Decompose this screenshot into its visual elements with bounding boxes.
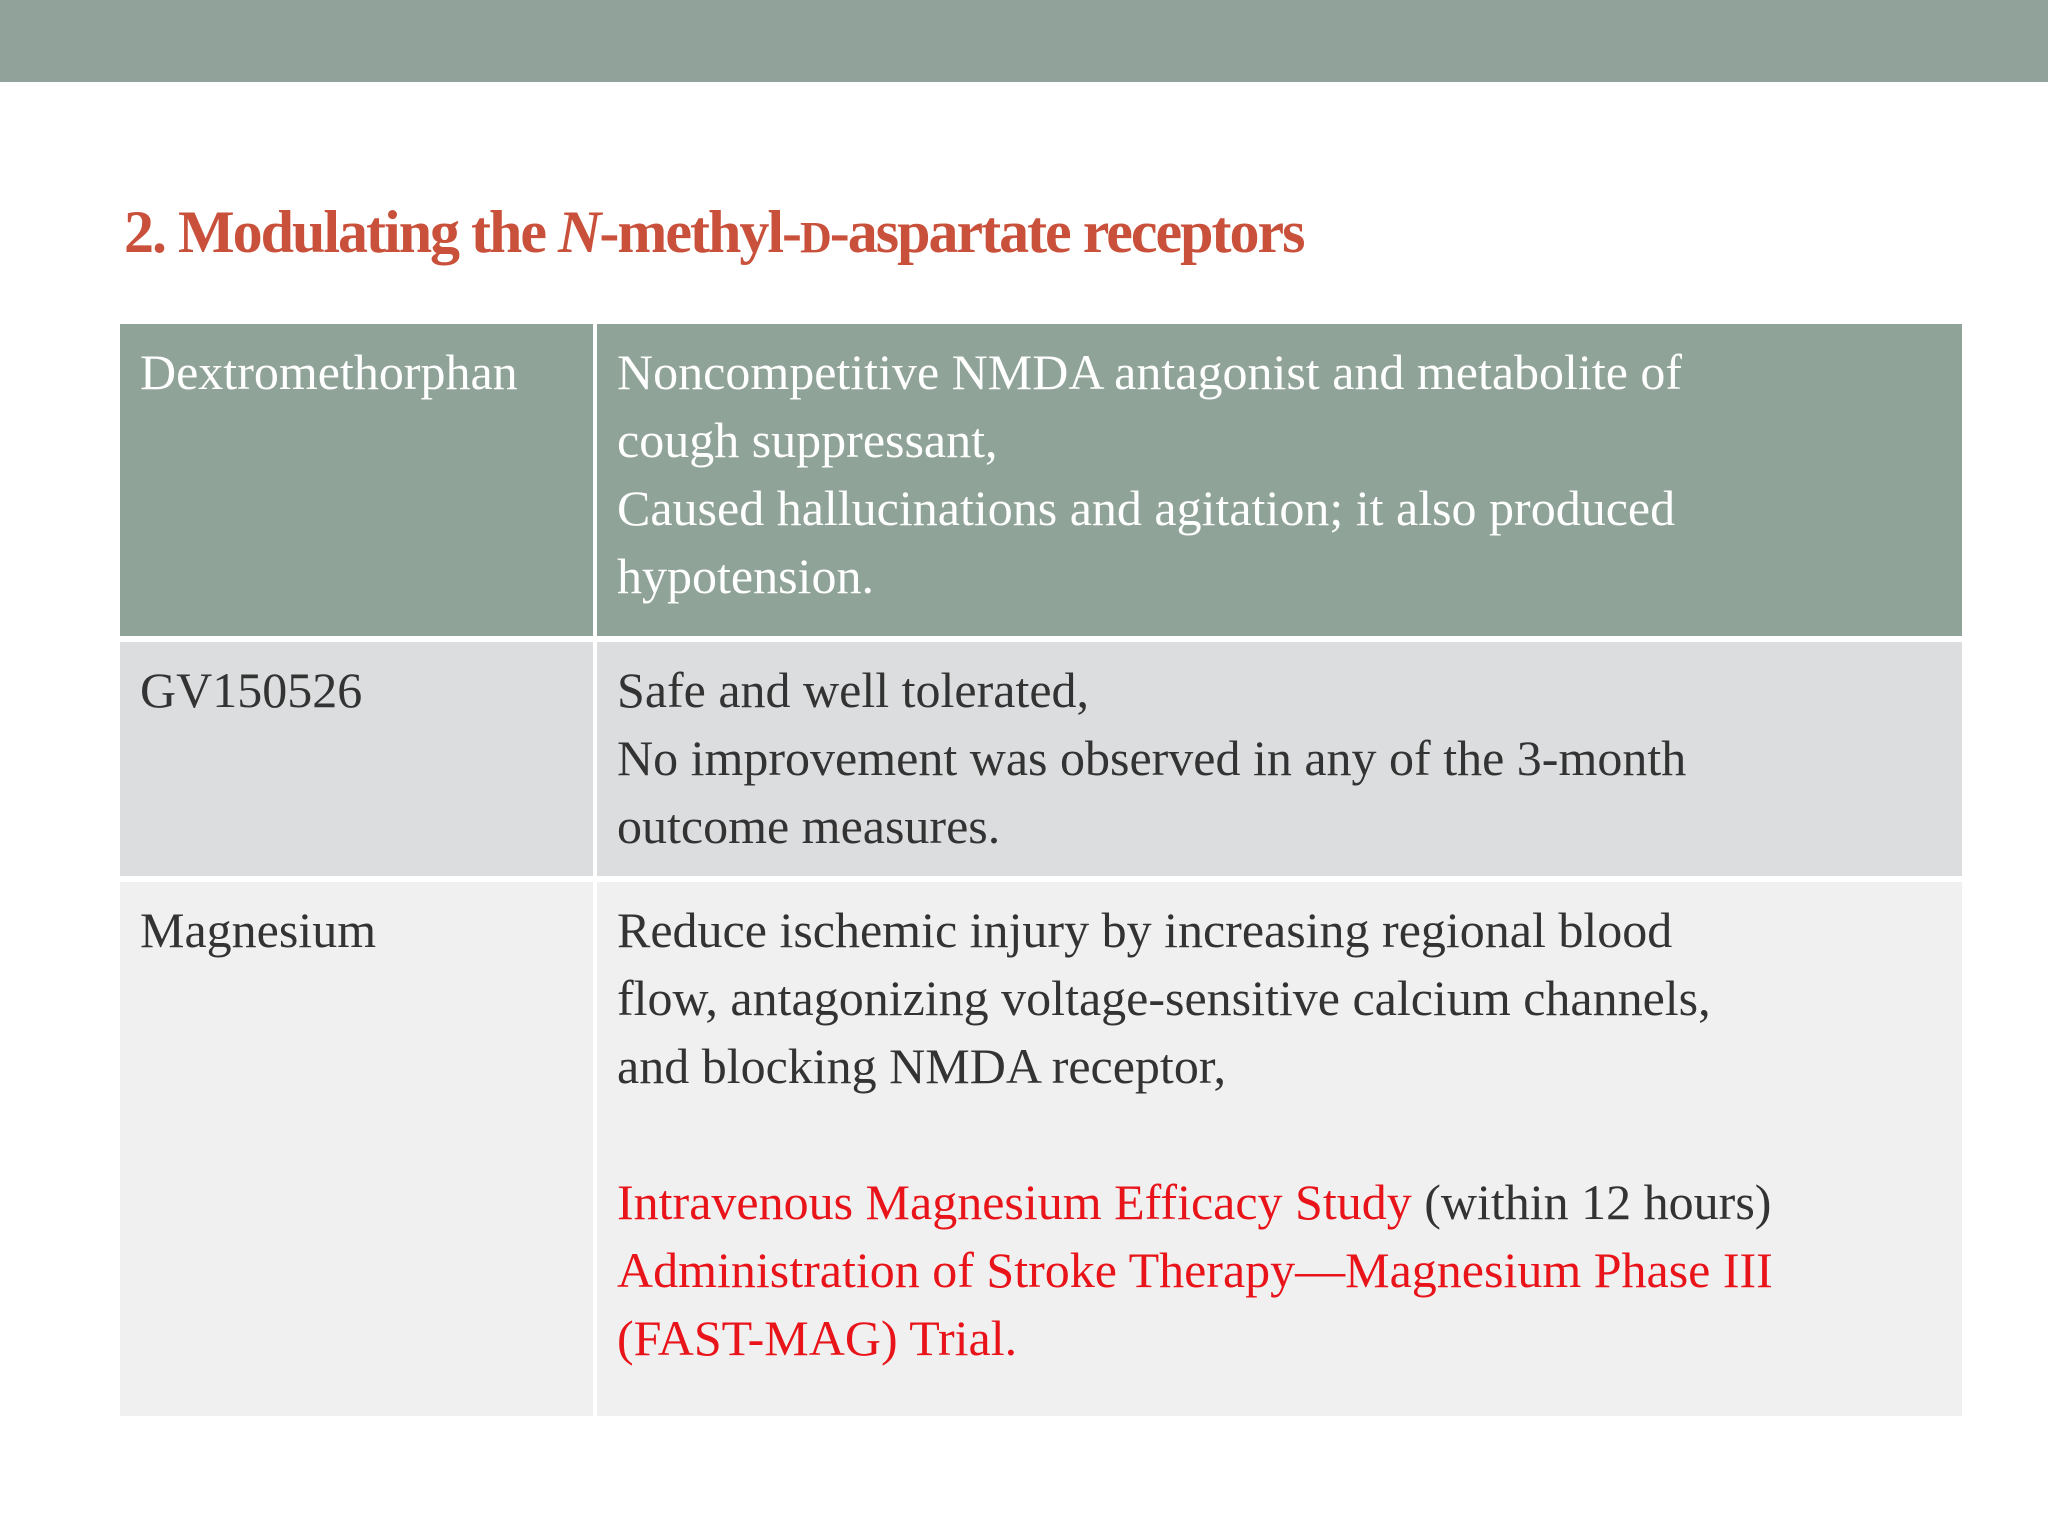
description-line: cough suppressant, [617,412,998,468]
description-line: and blocking NMDA receptor, [617,1038,1226,1094]
drug-description-cell [597,882,1962,1416]
description-line: flow, antagonizing voltage-sensitive calcium channels, [617,970,1711,1026]
drug-description-cell [597,324,1962,636]
title-prefix: 2. Modulating the [124,199,559,265]
table-row-gv150526 [120,642,1962,876]
trial-name-imes: Intravenous Magnesium Efficacy Study [617,1174,1412,1230]
trial-line [617,1168,1942,1236]
description-line: outcome measures. [617,798,1001,854]
table-row-magnesium [120,882,1962,1416]
title-mid: -methyl- [599,199,800,265]
drug-name-cell: GV150526 [120,642,593,876]
title-italic-n: N [558,199,600,265]
drug-table [120,324,1962,1416]
title-smallcaps-d: D [799,213,830,262]
title-suffix: -aspartate receptors [829,199,1304,265]
table-row-dextromethorphan [120,324,1962,636]
paragraph-spacer [617,1100,1942,1168]
drug-name-cell: Dextromethorphan [120,324,593,636]
slide-title [124,196,1303,274]
description-line: Noncompetitive NMDA antagonist and metabolite of [617,344,1683,400]
description-line: Safe and well tolerated, [617,662,1090,718]
trial-timing-note: (within 12 hours) [1411,1174,1772,1230]
drug-name-cell: Magnesium [120,882,593,1416]
description-line: No improvement was observed in any of the 3-month [617,730,1687,786]
description-line: hypotension. [617,548,874,604]
description-line: Caused hallucinations and agitation; it also produced [617,480,1676,536]
trial-name-fast-mag: Administration of Stroke Therapy—Magnesium Phase III [617,1242,1773,1298]
drug-description-cell [597,642,1962,876]
top-band [0,0,2048,82]
trial-name-fast-mag-abbrev: (FAST-MAG) Trial. [617,1310,1018,1366]
description-line: Reduce ischemic injury by increasing regional blood [617,902,1673,958]
